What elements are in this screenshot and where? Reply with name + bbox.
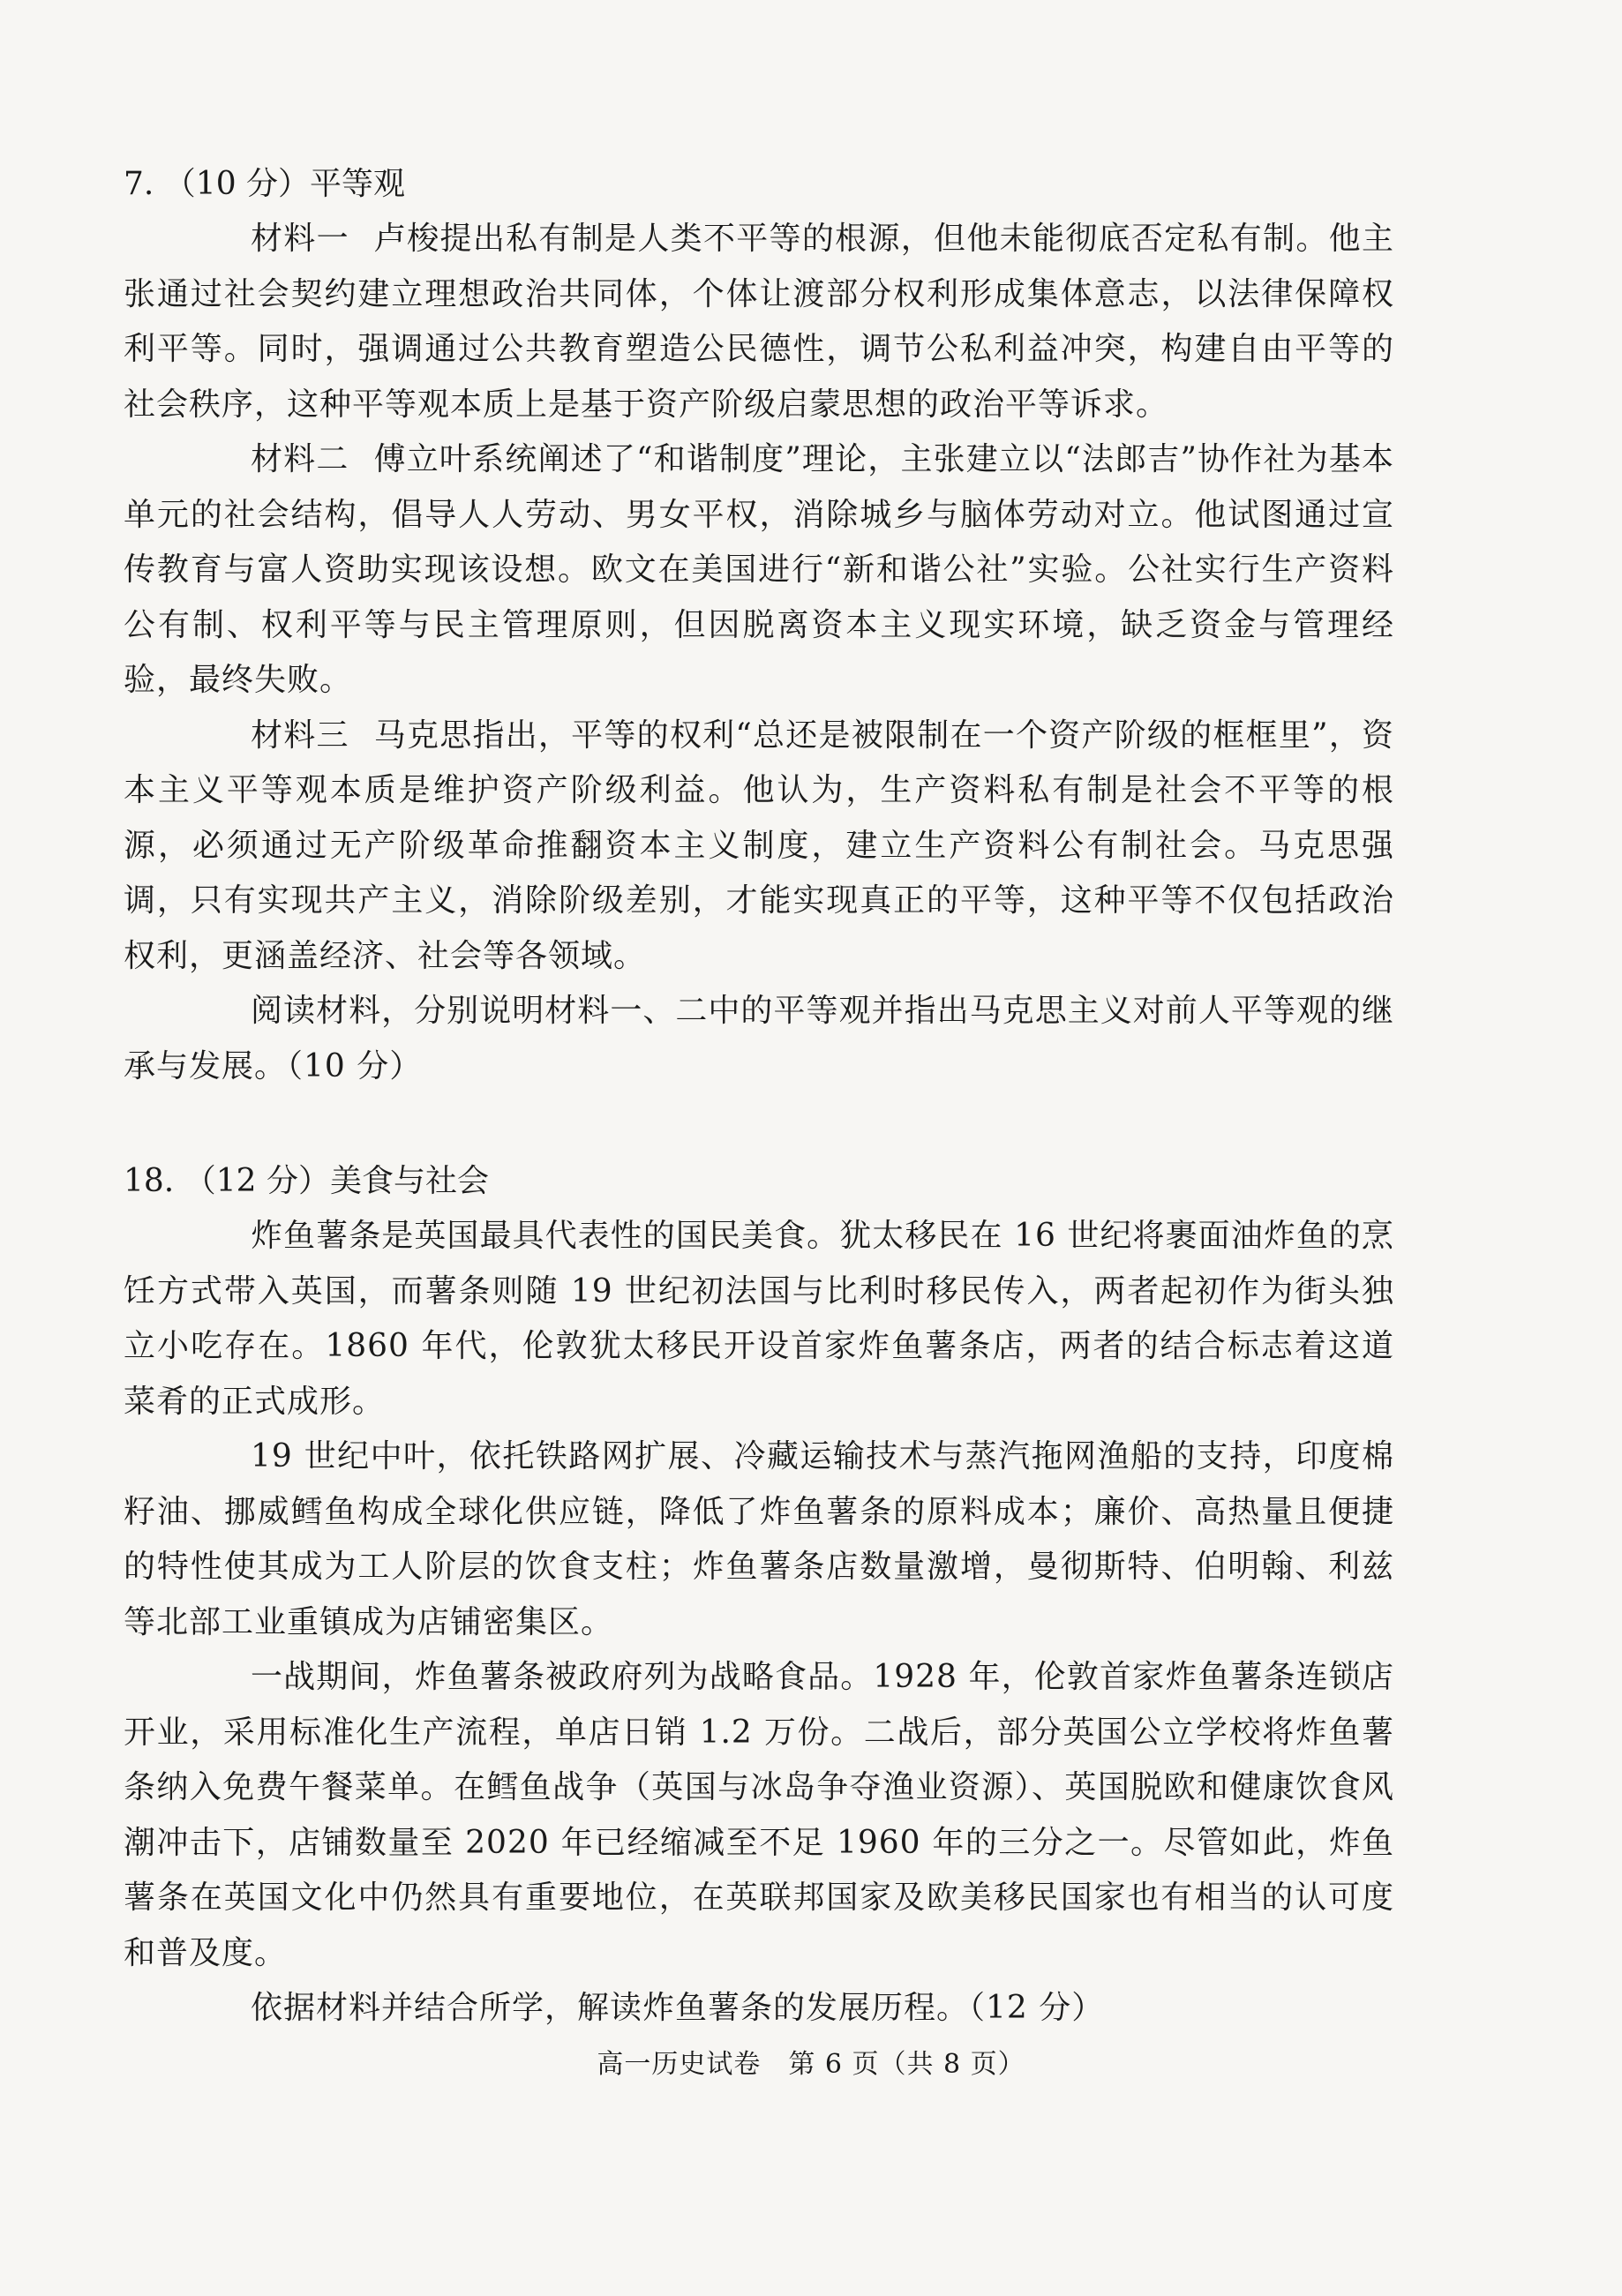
material-3-label: 材料三	[251, 717, 349, 754]
material-2-text: 傅立叶系统阐述了“和谐制度”理论，主张建立以“法郎吉”协作社为基本单元的社会结构，倡导人人劳动、男女平权，消除城乡与脑体劳动对立。他试图通过宣传教育与富人资助实现该设想。欧文在美国进行“新和谐公社”实验。公社实行生产资料公有制、权利平等与民主管理原则，但因脱离资本主义现实环境，缺乏资金与管理经验，最终失败。	[124, 441, 1394, 698]
q18-paragraph-1: 炸鱼薯条是英国最具代表性的国民美食。犹太移民在 16 世纪将裹面油炸鱼的烹饪方式带入英国，而薯条则随 19 世纪初法国与比利时移民传入，两者起初作为街头独立小吃存在。1860 年代，伦敦犹太移民开设首家炸鱼薯条店，两者的结合标志着这道菜肴的正式成形。	[124, 1218, 1394, 1420]
question-17	[124, 157, 1394, 1094]
question-17-header: 7. （10 分）平等观	[124, 166, 406, 202]
question-18	[124, 1154, 1394, 2037]
material-1	[124, 212, 1394, 432]
question-18-header: 18. （12 分）美食与社会	[124, 1163, 489, 1199]
material-3-text: 马克思指出，平等的权利“总还是被限制在一个资产阶级的框框里”，资本主义平等观本质是维护资产阶级利益。他认为，生产资料私有制是社会不平等的根源，必须通过无产阶级革命推翻资本主义制度，建立生产资料公有制社会。马克思强调，只有实现共产主义，消除阶级差别，才能实现真正的平等，这种平等不仅包括政治权利，更涵盖经济、社会等各领域。	[124, 717, 1394, 974]
material-1-label: 材料一	[251, 221, 349, 257]
material-2-label: 材料二	[251, 441, 349, 477]
material-1-text: 卢梭提出私有制是人类不平等的根源，但他未能彻底否定私有制。他主张通过社会契约建立理想政治共同体，个体让渡部分权利形成集体意志，以法律保障权利平等。同时，强调通过公共教育塑造公民德性，调节公私利益冲突，构建自由平等的社会秩序，这种平等观本质上是基于资产阶级启蒙思想的政治平等诉求。	[124, 221, 1394, 423]
q18-paragraph-2: 19 世纪中叶，依托铁路网扩展、冷藏运输技术与蒸汽拖网渔船的支持，印度棉籽油、挪威鳕鱼构成全球化供应链，降低了炸鱼薯条的原料成本；廉价、高热量且便捷的特性使其成为工人阶层的饮食支柱；炸鱼薯条店数量激增，曼彻斯特、伯明翰、利兹等北部工业重镇成为店铺密集区。	[124, 1438, 1394, 1640]
q18-paragraph-3: 一战期间，炸鱼薯条被政府列为战略食品。1928 年，伦敦首家炸鱼薯条连锁店开业，采用标准化生产流程，单店日销 1.2 万份。二战后，部分英国公立学校将炸鱼薯条纳入免费午餐菜单。在鳕鱼战争（英国与冰岛争夺渔业资源）、英国脱欧和健康饮食风潮冲击下，店铺数量至 2020 年已经缩减至不足 1960 年的三分之一。尽管如此，炸鱼薯条在英国文化中仍然具有重要地位，在英联邦国家及欧美移民国家也有相当的认可度和普及度。	[124, 1659, 1394, 1971]
page-footer: 高一历史试卷 第 6 页（共 8 页）	[597, 2049, 1025, 2080]
material-3	[124, 709, 1394, 985]
question-17-prompt: 阅读材料，分别说明材料一、二中的平等观并指出马克思主义对前人平等观的继承与发展。（10 分）	[124, 993, 1394, 1084]
question-18-prompt: 依据材料并结合所学，解读炸鱼薯条的发展历程。（12 分）	[251, 1990, 1105, 2026]
material-2	[124, 432, 1394, 709]
